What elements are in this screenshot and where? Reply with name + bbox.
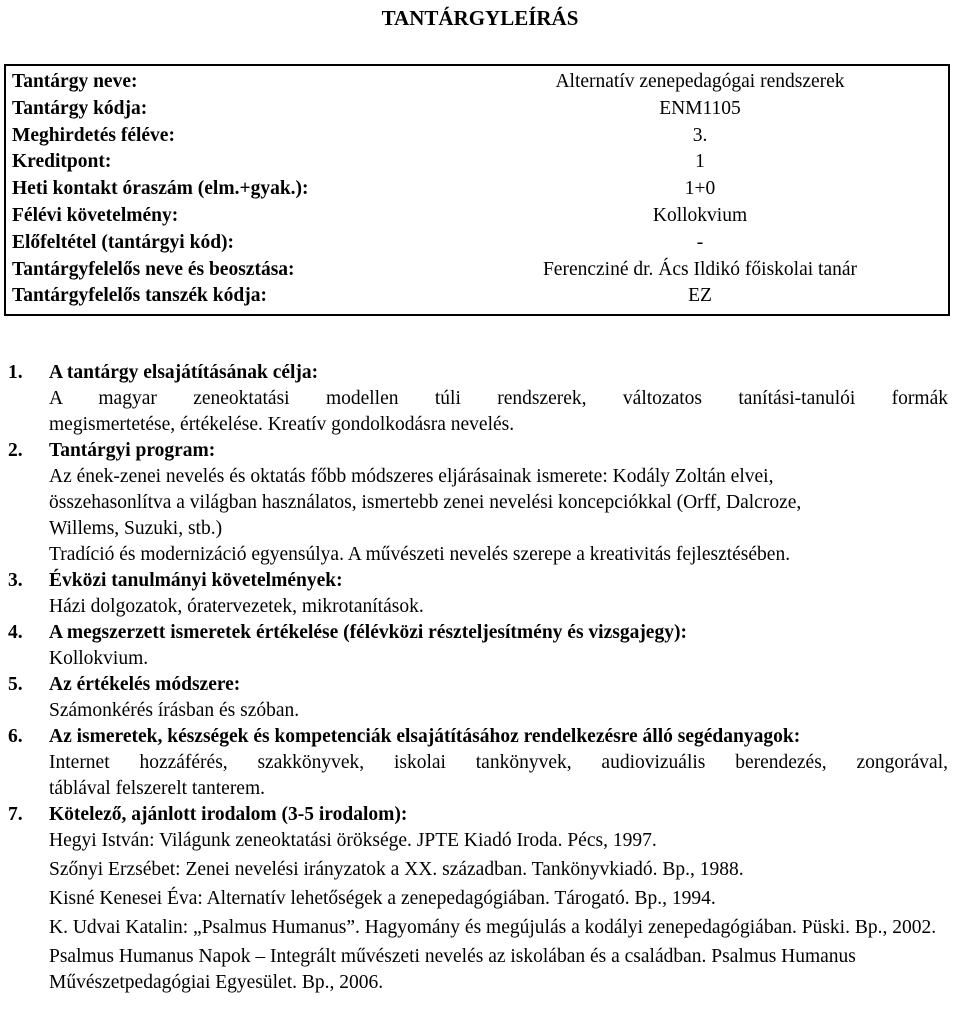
section-title: Az értékelés módszere: — [49, 674, 241, 695]
section-number: 5. — [8, 674, 23, 695]
info-label: Tantárgyfelelős tanszék kódja: — [12, 285, 267, 307]
section-text: Tradíció és modernizáció egyensúlya. A művészeti nevelés szerepe a kreativitás fejlesztésében. — [49, 544, 791, 565]
info-row-course-name — [12, 69, 948, 96]
section-number: 1. — [8, 362, 23, 383]
info-value: Ferencziné dr. Ács Ildikó főiskolai tanár — [542, 258, 858, 280]
reference-item: Psalmus Humanus Napok – Integrált művészeti nevelés az iskolában és a családban. Psalmus Humanus Művészetpedagógiai Egyesület. Bp., 2006. — [49, 946, 856, 993]
info-value: - — [696, 231, 704, 253]
section-title: A tantárgy elsajátításának célja: — [49, 362, 319, 383]
info-row-requirement — [12, 203, 948, 230]
reference-item: Hegyi István: Világunk zeneoktatási öröksége. JPTE Kiadó Iroda. Pécs, 1997. — [49, 830, 657, 851]
info-row-department — [12, 283, 948, 310]
reference-item: Szőnyi Erzsébet: Zenei nevelési irányzatok a XX. században. Tankönyvkiadó. Bp., 1988. — [49, 859, 744, 880]
section-number: 3. — [8, 570, 23, 591]
info-value: 1 — [695, 151, 705, 173]
info-label: Meghirdetés féléve: — [12, 124, 175, 146]
section-heading — [8, 672, 948, 698]
section-title: Kötelező, ajánlott irodalom (3-5 irodalom): — [49, 804, 408, 825]
section-evaluation — [8, 620, 948, 672]
info-label: Heti kontakt óraszám (elm.+gyak.): — [12, 178, 309, 200]
section-title: Tantárgyi program: — [49, 440, 216, 461]
section-number: 4. — [8, 622, 23, 643]
section-materials — [8, 724, 948, 802]
section-title: A megszerzett ismeretek értékelése (félévközi részteljesítmény és vizsgajegy): — [49, 622, 687, 643]
info-value: 1+0 — [684, 178, 716, 200]
section-text: összehasonlítva a világban használatos, ismertebb zenei nevelési koncepciókkal (Orff, Dalcroze, — [49, 492, 802, 513]
info-row-weekly-hours — [12, 176, 948, 203]
info-label: Tantárgyfelelős neve és beosztása: — [12, 258, 295, 280]
section-heading — [8, 438, 948, 464]
info-row-course-code — [12, 96, 948, 123]
info-label: Kreditpont: — [12, 151, 112, 173]
reference-item: K. Udvai Katalin: „Psalmus Humanus”. Hagyomány és megújulás a kodályi zenepedagógiában. Püski. Bp., 2002. — [49, 917, 937, 938]
section-number: 2. — [8, 440, 23, 461]
info-label: Tantárgy neve: — [12, 71, 138, 92]
info-row-responsible — [12, 257, 948, 284]
section-text: megismertetése, értékelése. Kreatív gondolkodásra nevelés. — [49, 414, 515, 435]
info-value: Kollokvium — [652, 204, 748, 226]
course-info-table — [4, 64, 950, 316]
section-text: Willems, Suzuki, stb.) — [49, 518, 223, 539]
info-label: Előfeltétel (tantárgyi kód): — [12, 231, 235, 253]
section-text: Házi dolgozatok, óratervezetek, mikrotanítások. — [49, 596, 424, 617]
section-text: táblával felszerelt tanterem. — [49, 778, 266, 799]
section-title: Az ismeretek, készségek és kompetenciák elsajátításához rendelkezésre álló segédanyagok: — [49, 726, 801, 747]
section-number: 6. — [8, 726, 23, 747]
info-value: EZ — [688, 285, 712, 307]
info-value: ENM1105 — [659, 97, 741, 119]
section-program — [8, 438, 948, 568]
info-row-semester — [12, 123, 948, 150]
section-literature — [8, 802, 948, 996]
section-text: Számonkérés írásban és szóban. — [49, 700, 300, 721]
section-text: Kollokvium. — [49, 648, 149, 669]
section-number: 7. — [8, 804, 23, 825]
info-row-prerequisite — [12, 230, 948, 257]
section-text: Internet hozzáférés, szakkönyvek, iskolai tankönyvek, audiovizuális berendezés, zongorával, — [49, 752, 948, 773]
section-text: A magyar zeneoktatási modellen túli rendszerek, változatos tanítási-tanulói formák — [49, 388, 948, 409]
section-method — [8, 672, 948, 724]
section-requirements — [8, 568, 948, 620]
section-text: Az ének-zenei nevelés és oktatás főbb módszeres eljárásainak ismerete: Kodály Zoltán elvei, — [49, 466, 774, 487]
section-goal — [8, 360, 948, 438]
info-label: Tantárgy kódja: — [12, 97, 148, 119]
section-title: Évközi tanulmányi követelmények: — [49, 570, 343, 591]
reference-item: Kisné Kenesei Éva: Alternatív lehetőségek a zenepedagógiában. Tárogató. Bp., 1994. — [49, 888, 716, 909]
section-heading — [8, 620, 948, 646]
section-heading — [8, 802, 948, 828]
document-title: TANTÁRGYLEÍRÁS — [381, 6, 579, 30]
section-heading — [8, 360, 948, 386]
info-label: Félévi követelmény: — [12, 204, 179, 226]
course-sections — [8, 360, 948, 996]
info-value: Alternatív zenepedagógai rendszerek — [555, 71, 845, 92]
info-row-credits — [12, 149, 948, 176]
info-value: 3. — [692, 124, 708, 146]
section-heading — [8, 568, 948, 594]
section-heading — [8, 724, 948, 750]
